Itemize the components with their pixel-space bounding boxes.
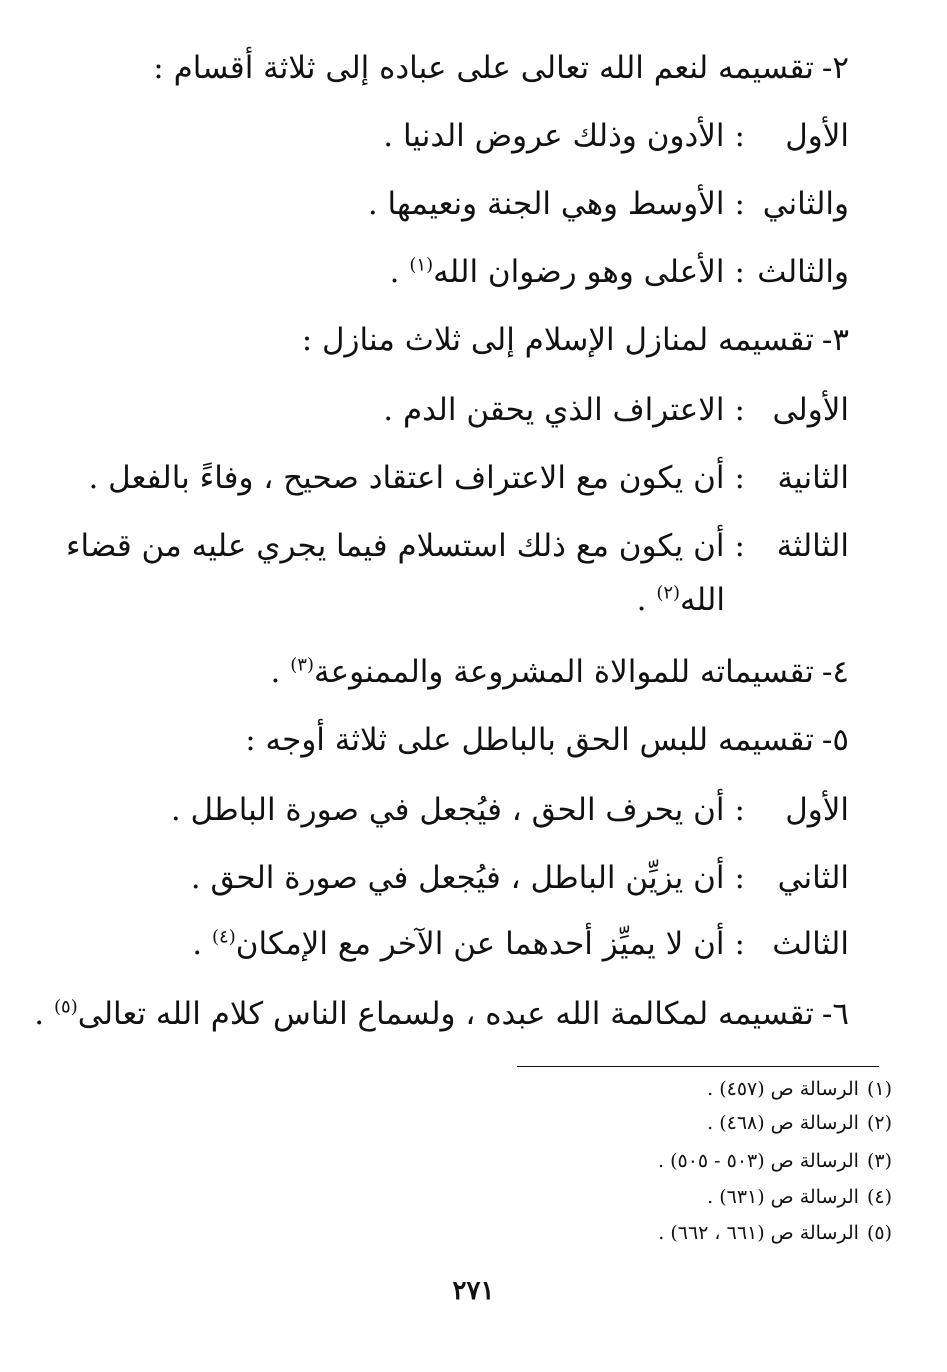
item-separator: :	[734, 528, 745, 564]
item-separator: :	[734, 392, 745, 428]
item-label: الأول	[785, 792, 849, 828]
section-number: ٥-	[821, 722, 849, 758]
footnote-5	[658, 1220, 892, 1246]
item-label: الثاني	[777, 860, 849, 896]
footnote-4	[707, 1184, 892, 1210]
footnote-text: الرسالة ص (٤٥٧) .	[707, 1078, 859, 1100]
section-number: ٢-	[821, 50, 849, 86]
item-separator: :	[734, 792, 745, 828]
section-number: ٦-	[821, 996, 849, 1032]
footnote-text: الرسالة ص (٥٠٣ - ٥٠٥) .	[657, 1150, 859, 1172]
item-label: الثالث	[772, 926, 849, 962]
item-separator: :	[734, 860, 745, 896]
footnote-text: الرسالة ص (٦٦١ ، ٦٦٢) .	[658, 1222, 859, 1244]
item-end: .	[192, 926, 213, 962]
section-end: .	[270, 654, 291, 690]
footnote-number: (٥)	[866, 1222, 892, 1244]
section-5-item-3	[100, 922, 849, 966]
section-5-item-2	[100, 856, 849, 900]
item-label: الثالثة	[776, 528, 849, 564]
item-text: أن يكون مع ذلك استسلام فيما يجري عليه من قضاء	[65, 528, 725, 564]
section-2-item-3	[100, 250, 849, 294]
footnote-ref: (٢)	[656, 582, 681, 604]
item-separator: :	[734, 254, 745, 290]
section-number: ٤-	[821, 654, 849, 690]
section-title: تقسيمه لمكالمة الله عبده ، ولسماع الناس كلام الله تعالى	[77, 996, 814, 1032]
section-2-item-2	[100, 182, 849, 226]
footnote-text: الرسالة ص (٤٦٨) .	[707, 1112, 859, 1134]
section-end: .	[34, 996, 54, 1032]
section-6-heading	[34, 992, 849, 1036]
section-3-item-2	[88, 456, 849, 500]
section-2-heading	[100, 46, 849, 90]
footnote-ref: (١)	[409, 254, 434, 276]
item-text: الأدون وذلك عروض الدنيا .	[383, 118, 725, 154]
section-5-item-1	[100, 788, 849, 832]
item-continuation: الله	[680, 582, 725, 618]
item-text: أن لا يميِّز أحدهما عن الآخر مع الإمكان	[235, 926, 725, 962]
footnote-number: (٣)	[866, 1150, 892, 1172]
section-2-item-1	[100, 114, 849, 158]
section-3-item-3-continued	[100, 578, 725, 622]
footnote-number: (٢)	[866, 1112, 892, 1134]
item-text: أن يكون مع الاعتراف اعتقاد صحيح ، وفاءً بالفعل .	[88, 460, 725, 496]
item-text: أن يحرف الحق ، فيُجعل في صورة الباطل .	[170, 792, 725, 828]
item-label: الثانية	[777, 460, 849, 496]
footnote-1	[707, 1076, 892, 1102]
footnote-ref: (٤)	[212, 926, 236, 948]
section-3-heading	[100, 318, 849, 362]
item-label: والثالث	[757, 254, 849, 290]
item-text: الاعتراف الذي يحقن الدم .	[383, 392, 725, 428]
footnote-number: (١)	[866, 1078, 892, 1100]
item-text: الأوسط وهي الجنة ونعيمها .	[367, 186, 725, 222]
item-separator: :	[734, 186, 745, 222]
section-title: تقسيمه للبس الحق بالباطل على ثلاثة أوجه :	[245, 722, 814, 758]
item-label: والثاني	[762, 186, 849, 222]
item-separator: :	[734, 460, 745, 496]
section-title: تقسيمه لنعم الله تعالى على عباده إلى ثلاثة أقسام :	[153, 50, 814, 86]
item-text: الأعلى وهو رضوان الله	[433, 254, 725, 290]
item-end: .	[636, 582, 657, 618]
item-label: الأولى	[772, 392, 849, 428]
section-title: تقسيماته للموالاة المشروعة والممنوعة	[313, 654, 814, 690]
section-number: ٣-	[821, 322, 849, 358]
item-text: أن يزيِّن الباطل ، فيُجعل في صورة الحق .	[190, 860, 725, 896]
page-number: ٢٧١	[452, 1276, 495, 1306]
footnote-3	[658, 1148, 892, 1174]
footnote-number: (٤)	[866, 1186, 892, 1208]
footnote-divider	[517, 1066, 879, 1067]
footnote-ref: (٥)	[54, 996, 78, 1018]
item-end: .	[389, 254, 410, 290]
item-label: الأول	[785, 118, 849, 154]
footnote-ref: (٣)	[290, 654, 314, 676]
footnote-text: الرسالة ص (٦٣١) .	[707, 1186, 859, 1208]
section-4-heading	[100, 650, 849, 694]
item-separator: :	[734, 118, 745, 154]
section-3-item-1	[100, 388, 849, 432]
section-3-item-3	[65, 524, 849, 568]
footnote-2	[707, 1110, 892, 1136]
section-title: تقسيمه لمنازل الإسلام إلى ثلاث منازل :	[301, 322, 814, 358]
section-5-heading	[100, 718, 849, 762]
item-separator: :	[734, 926, 745, 962]
